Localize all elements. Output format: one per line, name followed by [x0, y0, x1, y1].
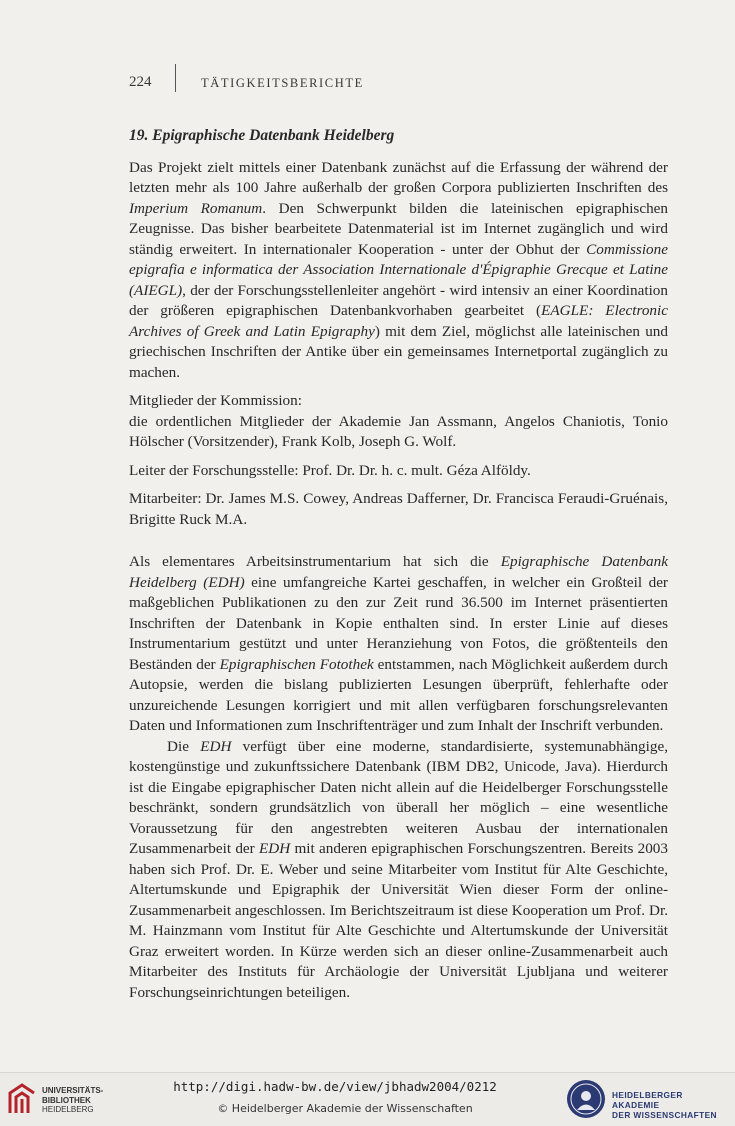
text-run: eine umfangreiche Kartei geschaffen, in welcher ein Großteil der maßgeblichen Publikationen zu den zur Zeit rund 36.500 im Internet präsentierten Inschriften der Datenbank in Kopie enthalten sind. In erster Linie auf dieses Instrumentarium gestützt und unter Heranziehung von Fotos, die größtenteils den Beständen der — [129, 573, 668, 673]
leader-line: Leiter der Forschungsstelle: Prof. Dr. Dr. h. c. mult. Géza Alföldy. — [129, 461, 531, 479]
italic-run: Commissione epigrafia e informatica der Association Internationale d'Épigraphie Grecque et Latine (AIEGL) — [129, 240, 668, 299]
viewer-footer — [0, 1072, 735, 1126]
academy-logo-line: DER WISSENSCHAFTEN — [612, 1110, 717, 1120]
page-number: 224 — [129, 74, 152, 90]
page-header — [129, 74, 364, 91]
text-run: verfügt über eine moderne, standardisierte, systemunabhängige, kostengünstige und zukunftssichere Datenbank (IBM DB2, Unicode, Java). Hierdurch ist die Eingabe epigraphischer Daten nicht allein auf die Heidelberger Forschungsstelle beschränkt, sondern grundsätzlich von überall her möglich – eine wesentliche Voraussetzung für den angestrebten weiteren Ausbau der internationalen Zusammenarbeit der — [129, 737, 668, 857]
italic-run: Epigraphische Datenbank Heidelberg (EDH) — [129, 553, 668, 591]
text-run: , der der Forschungsstellenleiter angehört - wird intensiv an einer Koordination der größeren epigraphischen Datenbankvorhaben gearbeitet ( — [129, 281, 668, 319]
paragraph-intro — [129, 158, 668, 384]
staff-line: Mitarbeiter: Dr. James M.S. Cowey, Andreas Dafferner, Dr. Francisca Feraudi-Gruénais, Brigitte Ruck M.A. — [129, 490, 668, 528]
text-run: mit anderen epigraphischen Forschungszentren. Bereits 2003 haben sich Prof. Dr. E. Weber und seine Mitarbeiter vom Institut für Alte Geschichte, Altertumskunde und Epigraphik der Universität Wien dieser Form der online-Zusammenarbeit angeschlossen. Im Berichtszeitraum ist diese Kooperation um Prof. Dr. M. Hainzmann vom Institut für Alte Geschichte und Altertumskunde der Universität Graz erweitert worden. In Kürze werden sich an dieser online-Zusammenarbeit auch Mitarbeiter des Instituts für Archäologie der Universität Ljubljana und weiterer Forschungseinrichtungen beteiligen. — [129, 840, 668, 1001]
italic-run: EDH — [200, 737, 232, 755]
italic-run: EAGLE: Electronic Archives of Greek and Latin Epigraphy — [129, 302, 668, 340]
members-text: die ordentlichen Mitglieder der Akademie Jan Assmann, Angelos Chaniotis, Tonio Hölscher (Vorsitzender), Frank Kolb, Joseph G. Wolf. — [129, 412, 668, 450]
academy-seal-icon — [566, 1079, 606, 1119]
copyright-notice: © Heidelberger Akademie der Wissenschaften — [217, 1102, 473, 1115]
paragraph-edh-database — [129, 737, 668, 1004]
italic-run: Epigraphischen Fotothek — [219, 655, 374, 673]
academy-logo-line: HEIDELBERGER AKADEMIE — [612, 1090, 683, 1110]
running-title: TÄTIGKEITSBERICHTE — [201, 76, 364, 90]
library-logo-icon — [8, 1083, 36, 1115]
section-heading: 19. Epigraphische Datenbank Heidelberg — [129, 127, 395, 144]
text-run: . Den Schwerpunkt bilden die lateinischen epigraphischen Zeugnisse. Das bisher bearbeitete Datenmaterial ist im Internet zugänglich und wird ständig erweitert. In internationaler Kooperation - unter der Obhut der — [129, 199, 668, 258]
university-library-logo[interactable] — [8, 1081, 148, 1121]
members-label: Mitglieder der Kommission: — [129, 392, 302, 409]
header-divider — [175, 64, 176, 92]
library-logo-line: HEIDELBERG — [42, 1105, 94, 1114]
library-logo-line: UNIVERSITÄTS- — [42, 1086, 104, 1095]
text-run: Das Projekt zielt mittels einer Datenbank zunächst auf die Erfassung der während der letzten mehr als 100 Jahre außerhalb der großen Corpora publizierten Inschriften des — [129, 158, 668, 196]
italic-run: EDH — [259, 840, 291, 857]
text-run: entstammen, nach Möglichkeit außerdem durch Autopsie, werden die bislang publizierten Lesungen überprüft, fehlerhafte oder unzureichende Lesungen korrigiert und mit allen verfügbaren forschungsrelevanten Daten und Informationen zum Inschriftenträger und zum Inhalt der Inschrift verbunden. — [129, 655, 669, 734]
text-run: Die — [167, 737, 201, 755]
permalink-url[interactable]: http://digi.hadw-bw.de/view/jbhadw2004/0212 — [173, 1079, 497, 1094]
paragraph-edh-tools — [129, 552, 668, 737]
academy-logo[interactable] — [566, 1079, 731, 1121]
text-run: ) mit dem Ziel, möglichst alle lateinischen und griechischen Inschriften der Antike über ein gemeinsames Internetportal zugänglich zu machen. — [129, 322, 668, 381]
library-logo-line: BIBLIOTHEK — [42, 1095, 91, 1105]
text-run: Als elementares Arbeitsinstrumentarium hat sich die — [129, 553, 501, 570]
page-body — [129, 126, 668, 1003]
italic-run: Imperium Romanum — [129, 199, 263, 217]
